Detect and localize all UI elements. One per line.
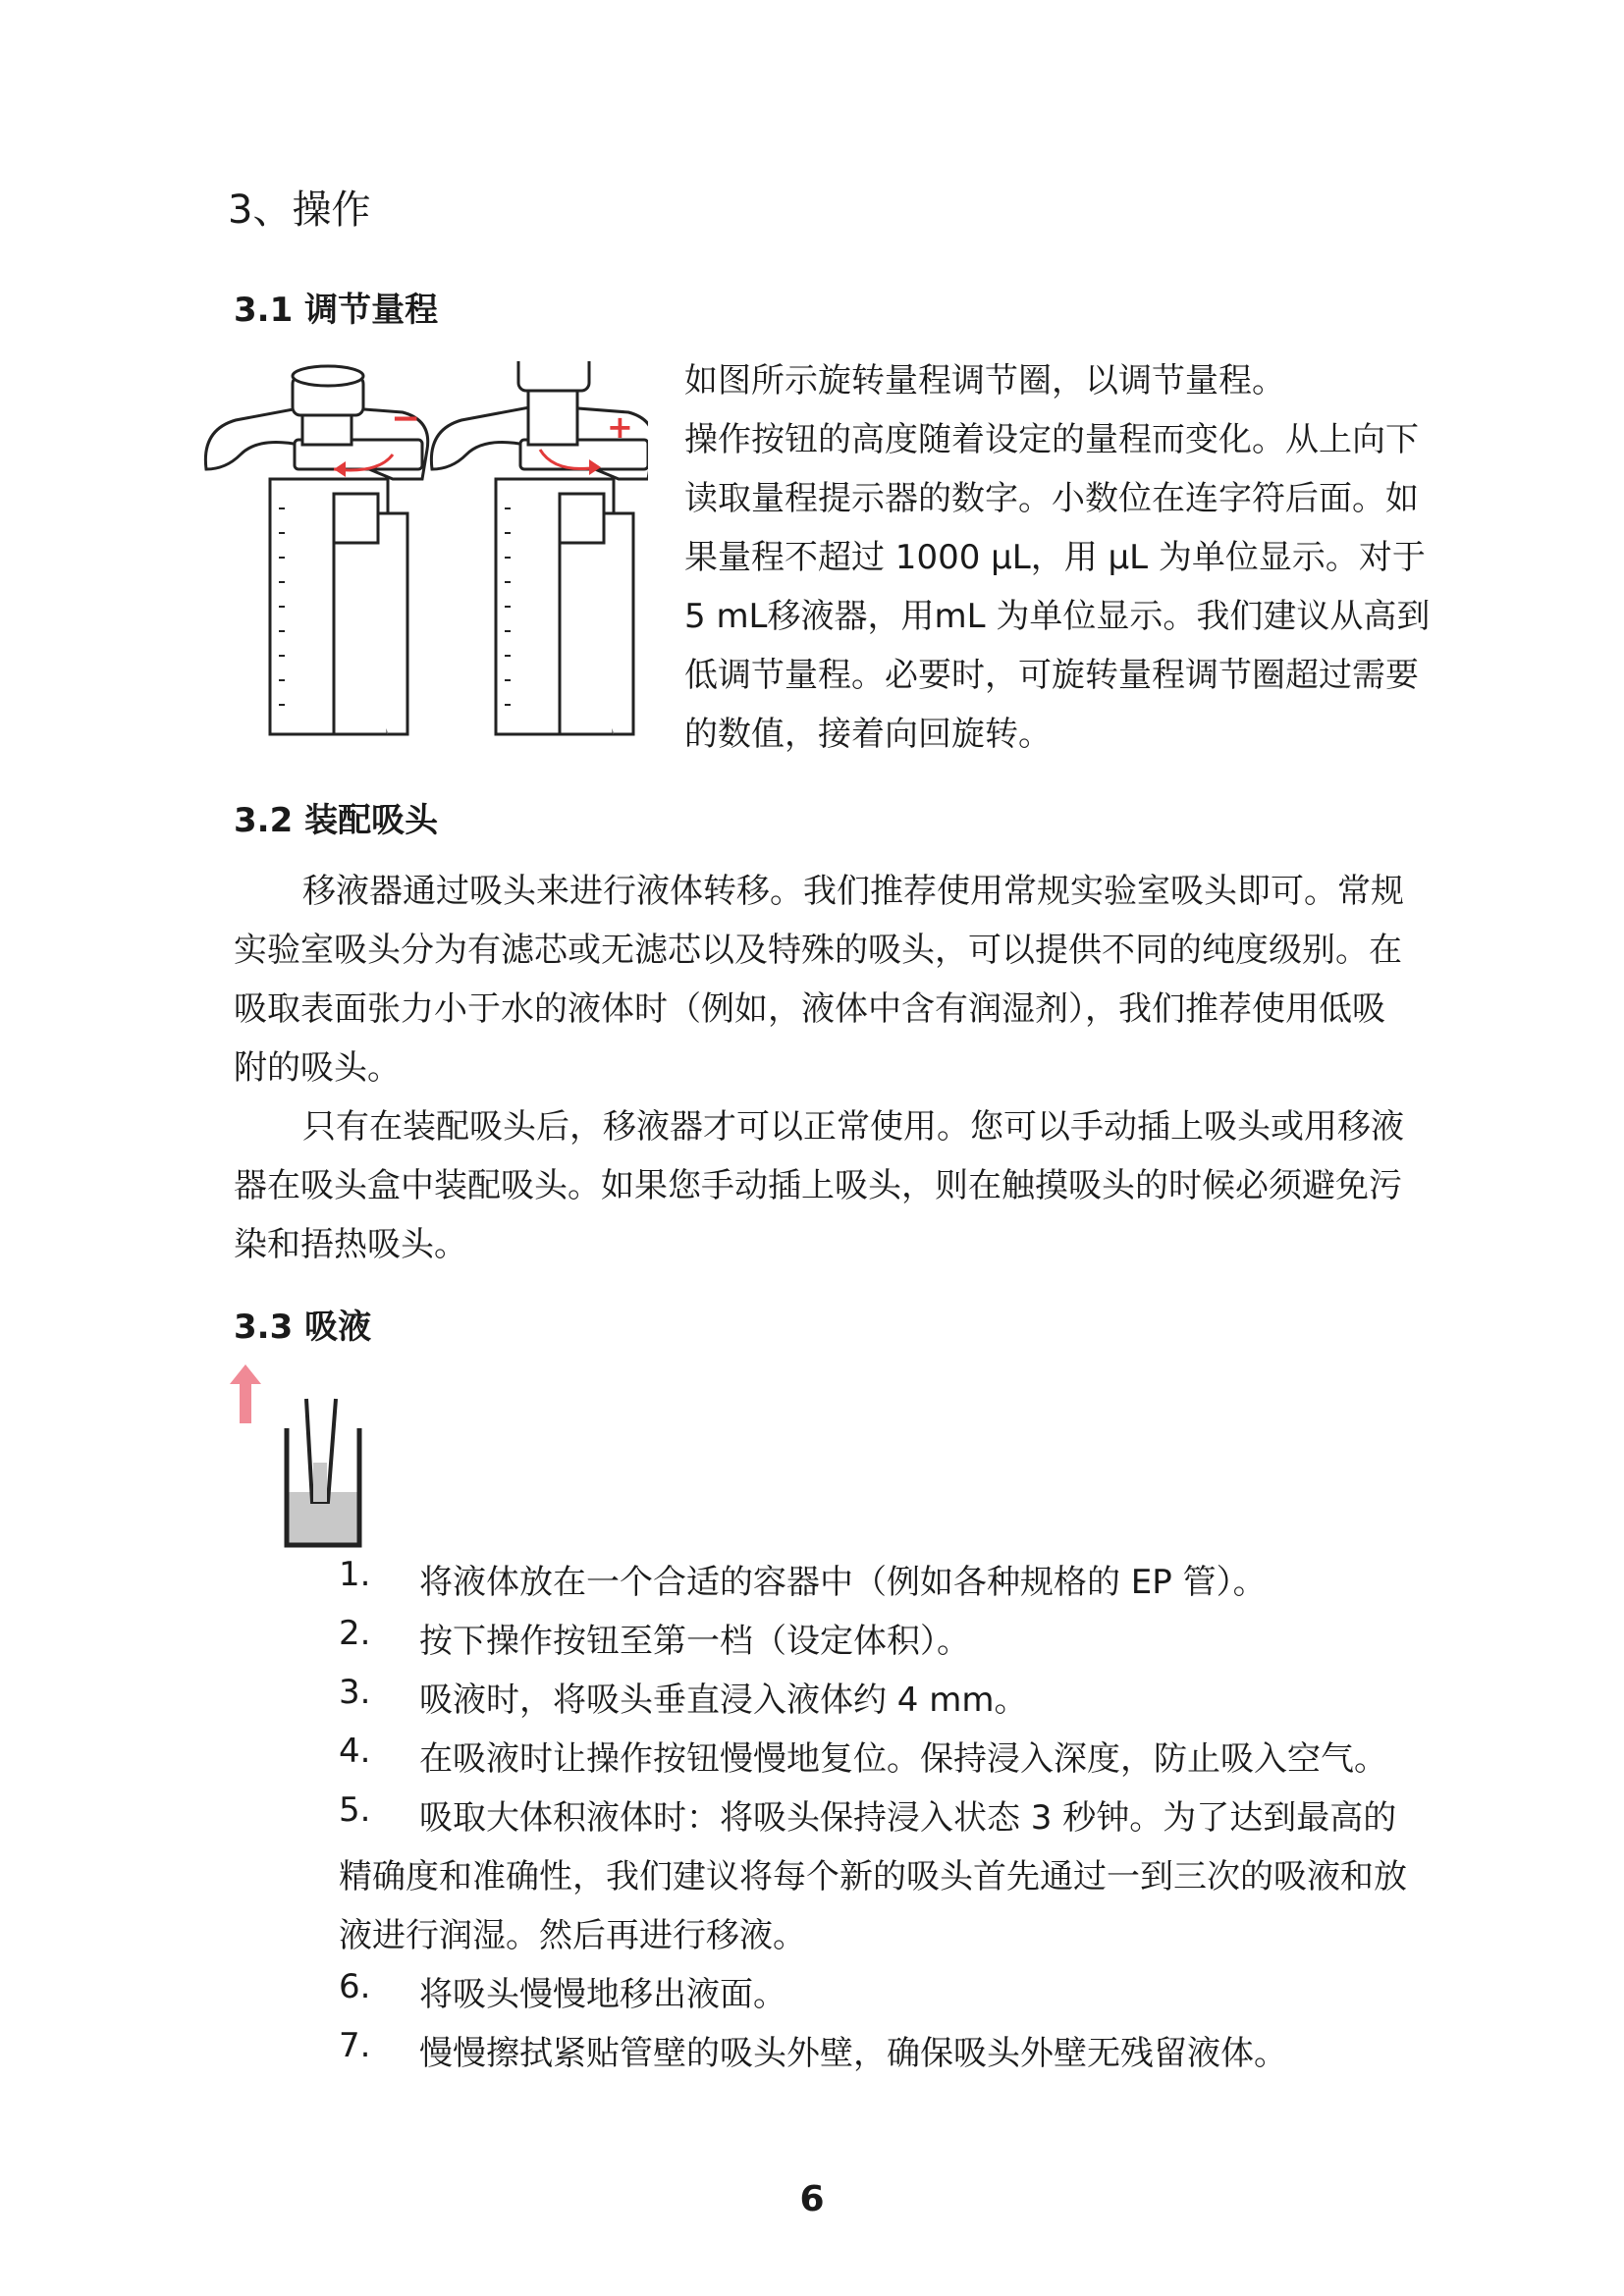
list-item-number: 1. bbox=[339, 1555, 371, 1594]
list-item-text: 在吸液时让操作按钮慢慢地复位。保持浸入深度，防止吸入空气。 bbox=[419, 1739, 1387, 1779]
list-item-number: 4. bbox=[339, 1732, 371, 1771]
list-item bbox=[339, 1790, 1453, 1849]
list-item bbox=[339, 1555, 1453, 1614]
list-item-number: 5. bbox=[339, 1790, 371, 1830]
list-item-continuation bbox=[339, 1849, 1453, 1908]
s31-line: 果量程不超过 1000 μL，用 μL 为单位显示。对于 bbox=[684, 538, 1426, 577]
s32-line: 附的吸头。 bbox=[234, 1048, 401, 1088]
list-item-text: 将液体放在一个合适的容器中（例如各种规格的 EP 管）。 bbox=[419, 1563, 1267, 1602]
s32-line: 移液器通过吸头来进行液体转移。我们推荐使用常规实验室吸头即可。常规 bbox=[302, 872, 1404, 911]
list-item-number: 2. bbox=[339, 1614, 371, 1653]
list-item bbox=[339, 1673, 1453, 1732]
s31-line: 的数值，接着向回旋转。 bbox=[684, 715, 1052, 754]
list-item-text: 将吸头慢慢地移出液面。 bbox=[419, 1975, 786, 2014]
list-item bbox=[339, 1732, 1453, 1790]
list-item-text: 液进行润湿。然后再进行移液。 bbox=[339, 1916, 806, 1955]
s31-line: 5 mL移液器，用mL 为单位显示。我们建议从高到 bbox=[684, 597, 1431, 636]
s32-line: 吸取表面张力小于水的液体时（例如，液体中含有润湿剂），我们推荐使用低吸 bbox=[234, 989, 1385, 1029]
list-item bbox=[339, 2026, 1453, 2085]
pipette-illustration bbox=[196, 361, 648, 754]
list-item-text: 吸液时，将吸头垂直浸入液体约 4 mm。 bbox=[419, 1681, 1028, 1720]
aspirate-steps-list bbox=[339, 1555, 1453, 2085]
s32-paragraph-1 bbox=[234, 862, 1451, 1097]
s31-paragraph bbox=[684, 351, 1450, 764]
s32-line: 实验室吸头分为有滤芯或无滤芯以及特殊的吸头，可以提供不同的纯度级别。在 bbox=[234, 931, 1402, 970]
s31-line: 低调节量程。必要时，可旋转量程调节圈超过需要 bbox=[684, 656, 1419, 695]
list-item-text: 吸取大体积液体时：将吸头保持浸入状态 3 秒钟。为了达到最高的 bbox=[419, 1798, 1397, 1838]
list-item bbox=[339, 1614, 1453, 1673]
heading-3-2: 3.2 装配吸头 bbox=[234, 801, 439, 840]
up-arrow-icon bbox=[230, 1364, 261, 1423]
plus-sign: + bbox=[607, 408, 633, 446]
s31-line: 如图所示旋转量程调节圈，以调节量程。 bbox=[684, 361, 1285, 400]
heading-3-3: 3.3 吸液 bbox=[234, 1308, 372, 1347]
s32-line: 器在吸头盒中装配吸头。如果您手动插上吸头，则在触摸吸头的时候必须避免污 bbox=[234, 1166, 1402, 1205]
list-item bbox=[339, 1967, 1453, 2026]
heading-3-1: 3.1 调节量程 bbox=[234, 291, 439, 330]
list-item-text: 慢慢擦拭紧贴管壁的吸头外壁，确保吸头外壁无残留液体。 bbox=[419, 2034, 1287, 2073]
list-item-text: 按下操作按钮至第一档（设定体积）。 bbox=[419, 1622, 970, 1661]
list-item-text: 精确度和准确性，我们建议将每个新的吸头首先通过一到三次的吸液和放 bbox=[339, 1857, 1407, 1896]
list-item-number: 3. bbox=[339, 1673, 371, 1712]
list-item-continuation bbox=[339, 1908, 1453, 1967]
s32-line: 只有在装配吸头后，移液器才可以正常使用。您可以手动插上吸头或用移液 bbox=[302, 1107, 1404, 1147]
aspirate-illustration bbox=[226, 1355, 363, 1551]
s32-paragraph-2 bbox=[234, 1097, 1451, 1274]
page-number: 6 bbox=[799, 2179, 825, 2219]
minus-sign: − bbox=[391, 399, 421, 439]
s31-line: 操作按钮的高度随着设定的量程而变化。从上向下 bbox=[684, 420, 1419, 459]
list-item-number: 6. bbox=[339, 1967, 371, 2006]
s31-line: 读取量程提示器的数字。小数位在连字符后面。如 bbox=[684, 479, 1419, 518]
list-item-number: 7. bbox=[339, 2026, 371, 2065]
section-title: 3、操作 bbox=[228, 187, 371, 233]
s32-line: 染和捂热吸头。 bbox=[234, 1225, 467, 1264]
